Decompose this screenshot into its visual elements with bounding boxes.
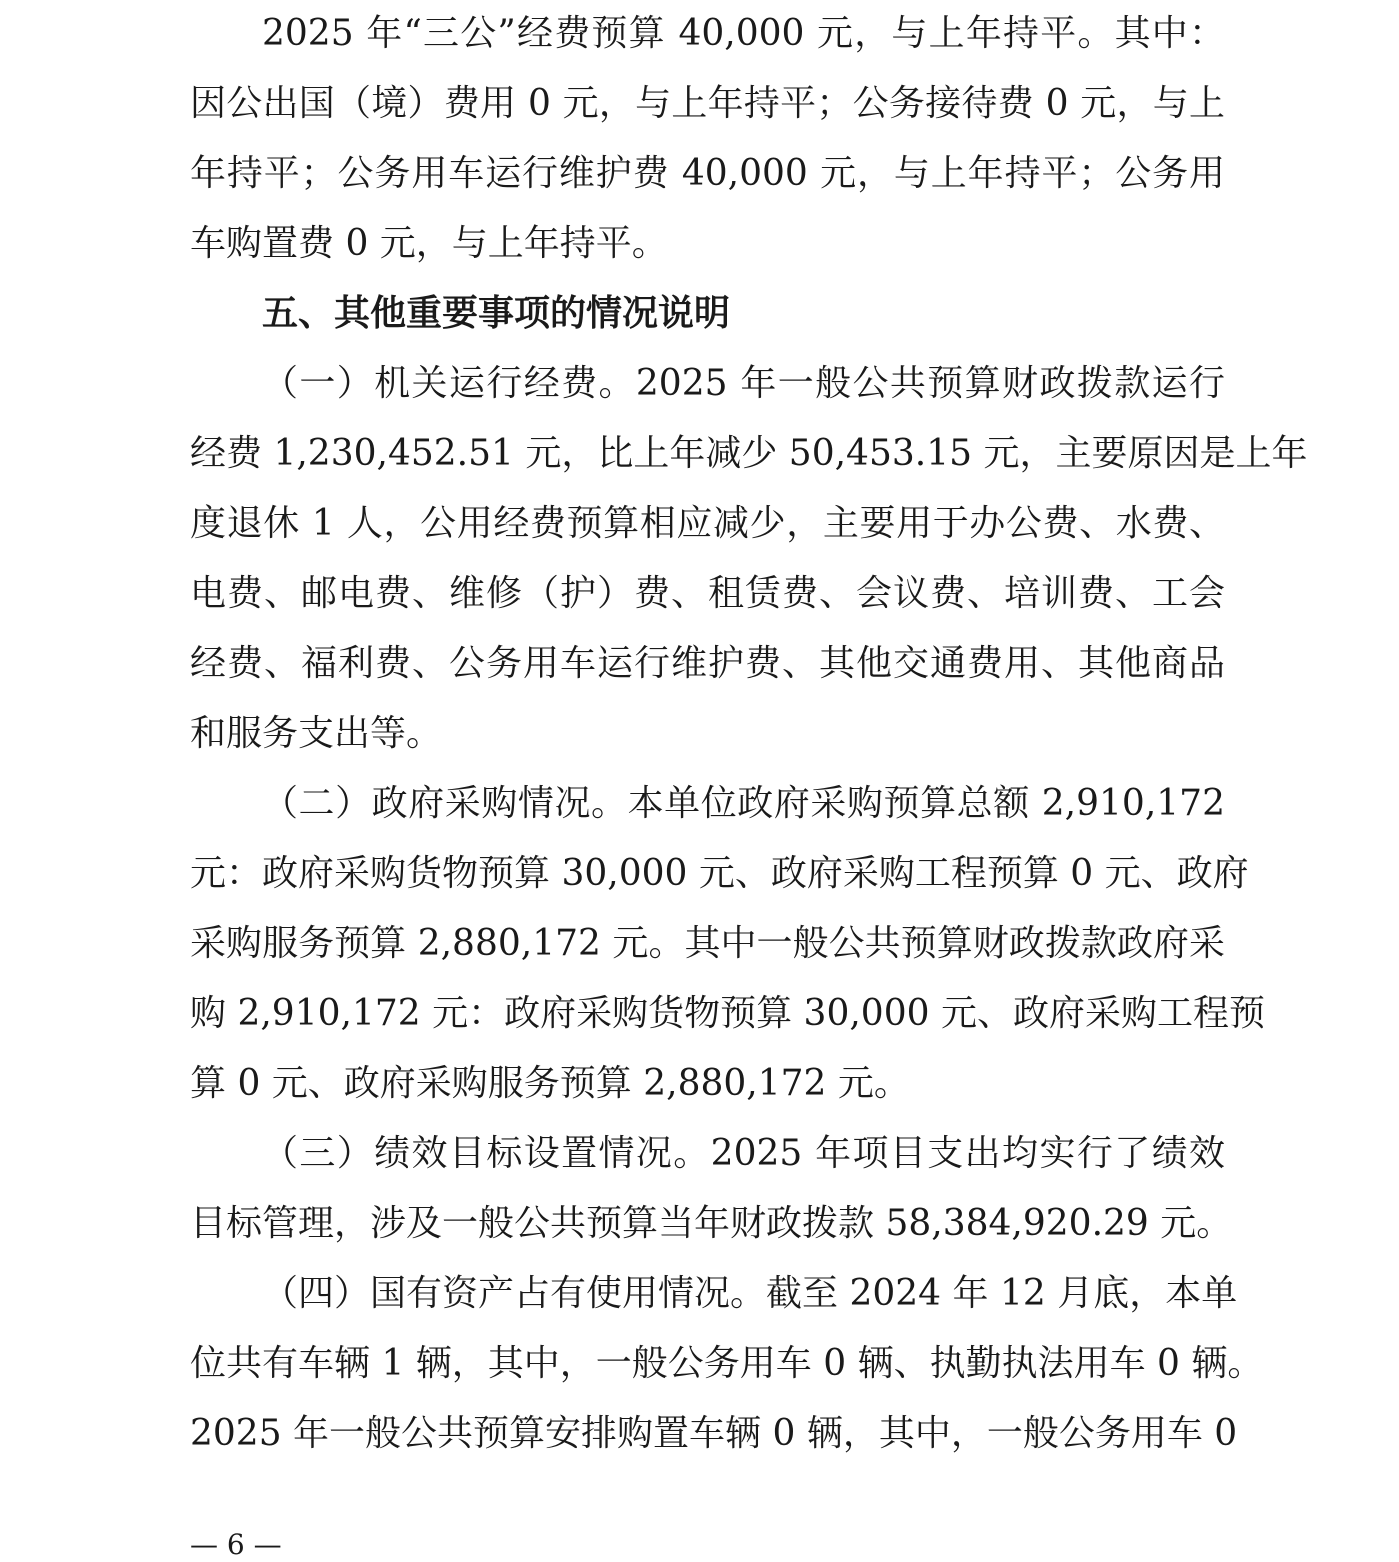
paragraph-line: （四）国有资产占有使用情况。截至 2024 年 12 月底，本单: [262, 1273, 1238, 1314]
paragraph-line: 度退休 1 人，公用经费预算相应减少，主要用于办公费、水费、: [190, 503, 1225, 544]
paragraph-line: 元：政府采购货物预算 30,000 元、政府采购工程预算 0 元、政府: [190, 853, 1249, 894]
section-heading: 五、其他重要事项的情况说明: [262, 293, 731, 334]
paragraph-line: （一）机关运行经费。2025 年一般公共预算财政拨款运行: [262, 363, 1225, 404]
paragraph-line: 和服务支出等。: [190, 713, 443, 754]
paragraph-line: 车购置费 0 元，与上年持平。: [190, 223, 668, 264]
paragraph-line: 因公出国（境）费用 0 元，与上年持平；公务接待费 0 元，与上: [190, 83, 1225, 124]
paragraph-line: 购 2,910,172 元：政府采购货物预算 30,000 元、政府采购工程预: [190, 993, 1265, 1034]
paragraph-line: 采购服务预算 2,880,172 元。其中一般公共预算财政拨款政府采: [190, 923, 1225, 964]
paragraph-line: 目标管理，涉及一般公共预算当年财政拨款 58,384,920.29 元。: [190, 1203, 1233, 1244]
paragraph-line: 经费、福利费、公务用车运行维护费、其他交通费用、其他商品: [190, 643, 1225, 684]
paragraph-line: 电费、邮电费、维修（护）费、租赁费、会议费、培训费、工会: [190, 573, 1225, 614]
paragraph-line: 经费 1,230,452.51 元，比上年减少 50,453.15 元，主要原因是上年: [190, 433, 1308, 474]
paragraph-line: 2025 年一般公共预算安排购置车辆 0 辆，其中，一般公务用车 0: [190, 1413, 1238, 1454]
paragraph-line: （二）政府采购情况。本单位政府采购预算总额 2,910,172: [262, 783, 1225, 824]
paragraph-line: 位共有车辆 1 辆，其中，一般公务用车 0 辆、执勤执法用车 0 辆。: [190, 1343, 1264, 1384]
paragraph-line: 算 0 元、政府采购服务预算 2,880,172 元。: [190, 1063, 910, 1104]
paragraph-line: 年持平；公务用车运行维护费 40,000 元，与上年持平；公务用: [190, 153, 1225, 194]
paragraph-line: 2025 年“三公”经费预算 40,000 元，与上年持平。其中：: [262, 13, 1225, 54]
page-number: — 6 —: [190, 1528, 282, 1561]
paragraph-line: （三）绩效目标设置情况。2025 年项目支出均实行了绩效: [262, 1133, 1225, 1174]
